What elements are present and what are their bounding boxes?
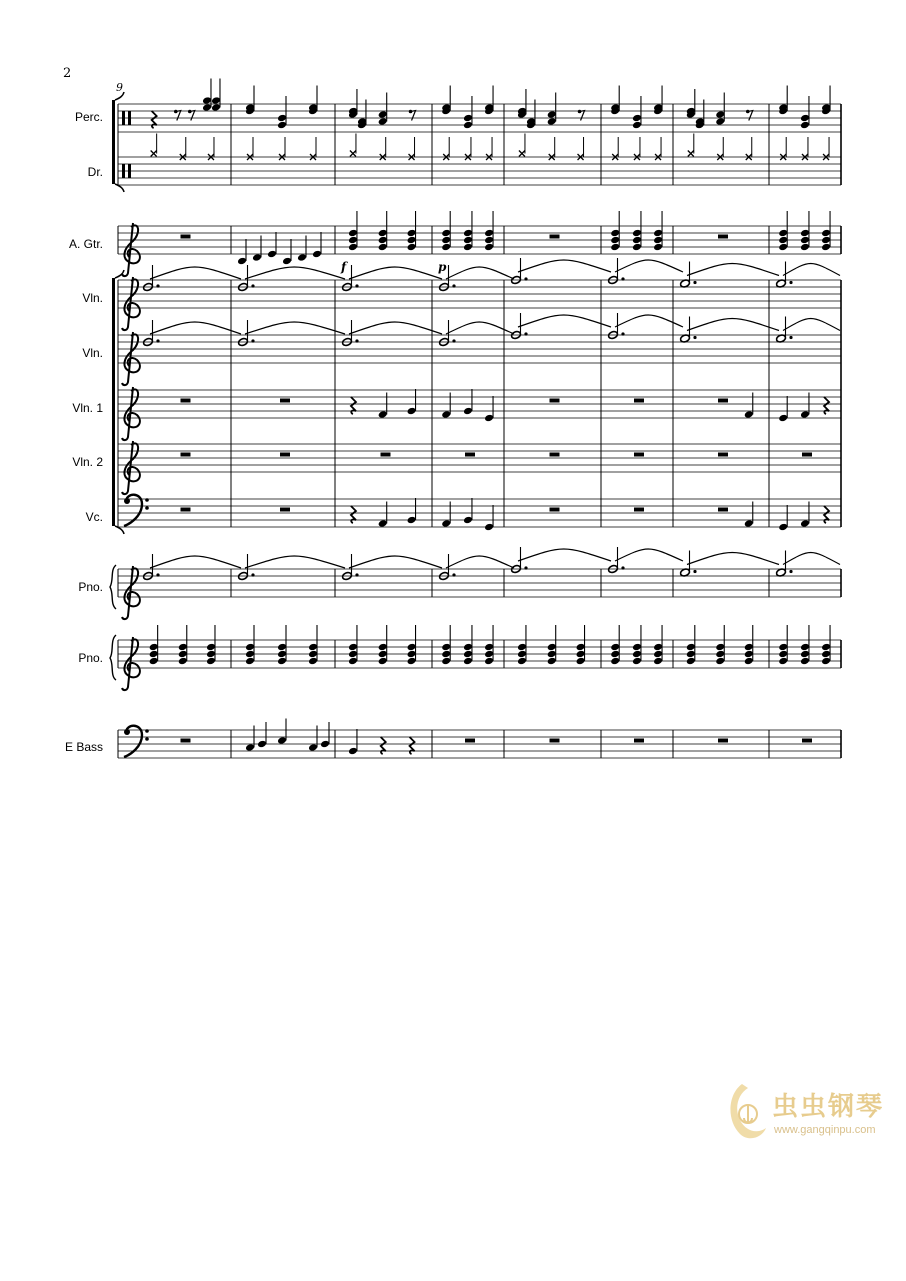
treble-clef-icon <box>122 637 140 690</box>
dot <box>355 339 358 342</box>
dot <box>789 336 792 339</box>
staff <box>118 637 841 690</box>
staff <box>118 726 841 758</box>
dot <box>789 281 792 284</box>
tie <box>783 553 840 565</box>
tie <box>687 264 779 276</box>
staff <box>118 157 841 185</box>
whole-rest-icon <box>550 235 560 239</box>
x-notehead-icon <box>151 151 157 157</box>
tie <box>783 319 840 331</box>
dot <box>156 573 159 576</box>
staff <box>118 332 841 385</box>
tie <box>349 267 442 279</box>
whole-rest-icon <box>634 399 644 403</box>
tie <box>446 267 514 279</box>
tie <box>245 267 345 279</box>
staff <box>118 104 841 132</box>
dot <box>693 281 696 284</box>
tie <box>518 315 611 327</box>
tie <box>349 322 442 334</box>
tie <box>615 260 683 272</box>
whole-rest-icon <box>381 453 391 457</box>
staff <box>118 495 841 527</box>
dot <box>251 573 254 576</box>
staff <box>118 223 841 276</box>
stave-label-vln1: Vln. 1 <box>72 401 103 415</box>
whole-rest-icon <box>634 739 644 743</box>
dot <box>251 339 254 342</box>
whole-rest-icon <box>181 739 191 743</box>
dot <box>156 339 159 342</box>
treble-clef-icon <box>122 277 140 330</box>
whole-rest-icon <box>802 453 812 457</box>
bass-clef-icon <box>124 495 149 526</box>
whole-rest-icon <box>181 399 191 403</box>
treble-clef-icon <box>122 223 140 276</box>
whole-rest-icon <box>550 399 560 403</box>
stave-label-vln-b: Vln. <box>82 346 103 360</box>
quarter-rest-icon <box>351 506 356 523</box>
tie <box>783 264 840 276</box>
stave-label-ebass: E Bass <box>64 740 103 754</box>
dot <box>524 566 527 569</box>
watermark <box>722 1080 892 1150</box>
stave-label-agtr: A. Gtr. <box>68 237 103 251</box>
dot <box>452 284 455 287</box>
dot <box>452 339 455 342</box>
whole-rest-icon <box>634 508 644 512</box>
stave-label-vln-a: Vln. <box>82 291 103 305</box>
dot <box>621 332 624 335</box>
dot <box>156 284 159 287</box>
dot <box>789 570 792 573</box>
whole-rest-icon <box>550 453 560 457</box>
tie <box>615 549 683 561</box>
quarter-rest-icon <box>824 397 829 414</box>
treble-clef-icon <box>122 566 140 619</box>
quarter-rest-icon <box>152 111 157 128</box>
tie <box>518 260 611 272</box>
tie <box>687 319 779 331</box>
dynamic-marking-p: p <box>438 260 447 274</box>
dot <box>693 570 696 573</box>
treble-clef-icon <box>122 441 140 494</box>
whole-rest-icon <box>181 453 191 457</box>
tie <box>150 322 241 334</box>
quarter-rest-icon <box>381 737 386 754</box>
tie <box>518 549 611 561</box>
dot <box>452 573 455 576</box>
tie <box>245 556 345 568</box>
treble-clef-icon <box>122 332 140 385</box>
stave-label-vc: Vc. <box>85 510 103 524</box>
tie <box>446 556 514 568</box>
whole-rest-icon <box>718 508 728 512</box>
quarter-rest-icon <box>410 737 415 754</box>
whole-rest-icon <box>181 508 191 512</box>
x-notehead-icon <box>688 151 694 157</box>
logo-icon <box>722 1080 770 1144</box>
dynamic-marking-f: f <box>341 260 347 274</box>
quarter-rest-icon <box>351 397 356 414</box>
dot <box>621 566 624 569</box>
tie <box>687 553 779 565</box>
tie <box>150 556 241 568</box>
whole-rest-icon <box>550 508 560 512</box>
stave-label-perc: Perc. <box>74 110 103 124</box>
x-notehead-icon <box>519 151 525 157</box>
staff <box>118 566 841 619</box>
whole-rest-icon <box>802 739 812 743</box>
bass-clef-icon <box>124 726 149 757</box>
stave-label-dr: Dr. <box>87 165 103 179</box>
whole-rest-icon <box>465 739 475 743</box>
watermark-brand: 虫虫钢琴 <box>772 1092 885 1122</box>
dot <box>524 277 527 280</box>
staff <box>118 441 841 494</box>
whole-rest-icon <box>465 453 475 457</box>
whole-rest-icon <box>280 453 290 457</box>
quarter-rest-icon <box>824 506 829 523</box>
whole-rest-icon <box>718 453 728 457</box>
stave-label-pno-a: Pno. <box>78 580 103 594</box>
watermark-url: www.gangqinpu.com <box>774 1124 876 1136</box>
x-notehead-icon <box>350 151 356 157</box>
dot <box>621 277 624 280</box>
staff <box>118 387 841 440</box>
dot <box>693 336 696 339</box>
page-number: 2 <box>63 66 72 81</box>
tie <box>245 322 345 334</box>
tie <box>150 267 241 279</box>
dot <box>355 284 358 287</box>
whole-rest-icon <box>181 235 191 239</box>
whole-rest-icon <box>550 739 560 743</box>
whole-rest-icon <box>280 508 290 512</box>
dot <box>251 284 254 287</box>
dot <box>524 332 527 335</box>
stave-label-pno-b: Pno. <box>78 651 103 665</box>
whole-rest-icon <box>718 399 728 403</box>
stave-label-vln2: Vln. 2 <box>72 455 103 469</box>
whole-rest-icon <box>718 739 728 743</box>
whole-rest-icon <box>280 399 290 403</box>
whole-rest-icon <box>718 235 728 239</box>
tie <box>349 556 442 568</box>
measure-number: 9 <box>116 81 123 94</box>
dot <box>355 573 358 576</box>
whole-rest-icon <box>634 453 644 457</box>
treble-clef-icon <box>122 387 140 440</box>
